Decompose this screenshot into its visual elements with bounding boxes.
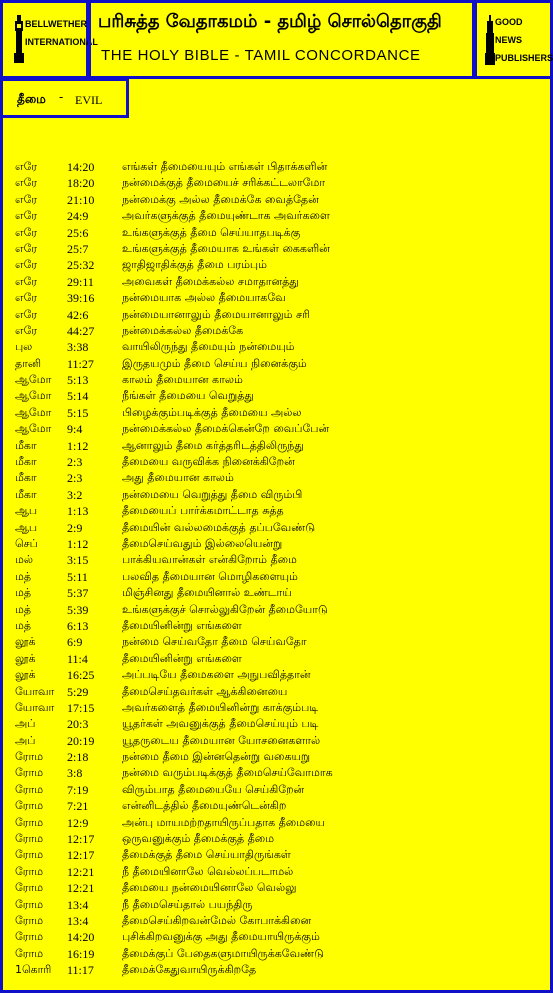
- entry-text: உங்களுக்குத் தீமையாக உங்கள் கைகளின்: [122, 241, 330, 255]
- concordance-row: [15, 340, 545, 356]
- entry-reference: 18:20: [67, 176, 95, 191]
- entry-book: ஆமோ: [15, 373, 52, 387]
- entry-text: உங்களுக்குச் சொல்லுகிறேன் தீமையோடு: [122, 602, 328, 616]
- concordance-row: [15, 603, 545, 619]
- concordance-row: [15, 799, 545, 815]
- entry-reference: 17:15: [67, 700, 95, 715]
- entry-text: காலம் தீமையான காலம்: [122, 373, 243, 387]
- entry-text: ஆனாலும் தீமை கர்த்தரிடத்திலிருந்து: [122, 438, 304, 452]
- entry-text: நன்மைக்குத் தீமையைச் சரிக்கட்டலாமோ: [122, 176, 326, 190]
- entry-book: மீகா: [15, 487, 37, 501]
- entry-book: எரே: [15, 192, 38, 206]
- concordance-row: [15, 865, 545, 881]
- entry-reference: 21:10: [67, 192, 95, 207]
- concordance-row: [15, 848, 545, 864]
- concordance-row: [15, 291, 545, 307]
- entry-book: ரோம: [15, 913, 44, 927]
- concordance-row: [15, 324, 545, 340]
- headword-tamil: தீமை: [17, 92, 46, 106]
- concordance-row: [15, 668, 545, 684]
- entry-book: செப்: [15, 536, 38, 550]
- concordance-row: [15, 783, 545, 799]
- entry-reference: 12:9: [67, 815, 89, 830]
- entry-reference: 11:17: [67, 963, 94, 978]
- concordance-row: [15, 258, 545, 274]
- entry-book: ரோம: [15, 930, 44, 944]
- entry-text: நீ தீமையினாலே வெல்லப்படாமல்: [122, 864, 294, 878]
- logo-line-1: BELLWETHER: [25, 19, 87, 29]
- entry-book: ரோம: [15, 766, 44, 780]
- concordance-row: [15, 308, 545, 324]
- entry-book: ரோம: [15, 881, 44, 895]
- entry-reference: 3:38: [67, 340, 89, 355]
- entry-reference: 5:39: [67, 602, 89, 617]
- concordance-list: [15, 160, 545, 980]
- entry-book: ரோம: [15, 815, 44, 829]
- concordance-row: [15, 160, 545, 176]
- concordance-row: [15, 635, 545, 651]
- entry-text: புசிக்கிறவனுக்கு அது தீமையாயிருக்கும்: [122, 930, 320, 944]
- entry-text: நன்மையானாலும் தீமையானாலும் சரி: [122, 307, 310, 321]
- entry-text: யூதர்கள் அவனுக்குத் தீமைசெய்யும் படி: [122, 717, 319, 731]
- entry-book: மத்: [15, 569, 32, 583]
- entry-book: ஆமோ: [15, 405, 52, 419]
- entry-book: ரோம: [15, 750, 44, 764]
- entry-reference: 5:14: [67, 389, 89, 404]
- entry-text: தீமைசெய்வதும் இல்லையென்று: [122, 536, 283, 550]
- entry-text: நன்மைக்கு அல்ல தீமைக்கே வைத்தேன்: [122, 192, 319, 206]
- entry-text: தீமையினின்று எங்களை: [122, 618, 242, 632]
- entry-reference: 25:7: [67, 241, 89, 256]
- entry-book: லூக்: [15, 668, 36, 682]
- concordance-row: [15, 717, 545, 733]
- entry-book: லூக்: [15, 651, 36, 665]
- entry-text: தீமைசெய்கிறவன்மேல் கோபாக்கினை: [122, 913, 312, 927]
- logo-line-2: PUBLISHERS: [495, 53, 553, 63]
- entry-text: நன்மை வரும்படிக்குத் தீமைசெய்வோமாக: [122, 766, 333, 780]
- entry-text: தீமையினின்று எங்களை: [122, 651, 242, 665]
- entry-reference: 12:21: [67, 864, 95, 879]
- concordance-row: [15, 734, 545, 750]
- entry-reference: 5:15: [67, 405, 89, 420]
- entry-book: ஆப: [15, 504, 38, 518]
- entry-book: எரே: [15, 176, 38, 190]
- entry-reference: 2:3: [67, 455, 83, 470]
- concordance-row: [15, 619, 545, 635]
- entry-text: நீங்கள் தீமையை வெறுத்து: [122, 389, 254, 403]
- concordance-row: [15, 373, 545, 389]
- entry-text: தீமைக்குப் பேதைகளுமாயிருக்கவேண்டு: [122, 946, 324, 960]
- entry-text: பலவித தீமையான மொழிகளையும்: [122, 569, 298, 583]
- entry-reference: 39:16: [67, 291, 95, 306]
- concordance-row: [15, 176, 545, 192]
- entry-book: மீகா: [15, 438, 37, 452]
- entry-book: ரோம: [15, 799, 44, 813]
- concordance-row: [15, 193, 545, 209]
- entry-text: அன்பு மாயமற்றதாயிருப்பதாக தீமையை: [122, 815, 325, 829]
- entry-reference: 1:13: [67, 504, 89, 519]
- logo-line-2: INTERNATIONAL: [25, 37, 98, 47]
- entry-text: நீ தீமைசெய்தால் பயந்திரு: [122, 897, 253, 911]
- entry-book: எரே: [15, 160, 38, 173]
- entry-reference: 20:19: [67, 733, 95, 748]
- entry-book: யோவா: [15, 684, 55, 698]
- entry-reference: 11:27: [67, 356, 94, 371]
- entry-text: அவைகள் தீமைக்கல்ல சமாதானத்து: [122, 274, 299, 288]
- entry-reference: 3:2: [67, 487, 83, 502]
- entry-reference: 7:21: [67, 799, 89, 814]
- entry-reference: 16:19: [67, 946, 95, 961]
- tower-icon: [485, 15, 495, 65]
- concordance-row: [15, 832, 545, 848]
- concordance-row: [15, 652, 545, 668]
- entry-text: தீமைசெய்தவர்கள் ஆக்கினையை: [122, 684, 288, 698]
- entry-reference: 42:6: [67, 307, 89, 322]
- entry-reference: 16:25: [67, 668, 95, 683]
- entry-book: எரே: [15, 291, 38, 305]
- entry-reference: 24:9: [67, 209, 89, 224]
- title-english: THE HOLY BIBLE - TAMIL CONCORDANCE: [101, 47, 421, 64]
- entry-reference: 7:19: [67, 782, 89, 797]
- entry-reference: 11:4: [67, 651, 88, 666]
- concordance-row: [15, 750, 545, 766]
- concordance-row: [15, 471, 545, 487]
- entry-reference: 3:15: [67, 553, 89, 568]
- concordance-row: [15, 226, 545, 242]
- concordance-row: [15, 553, 545, 569]
- entry-reference: 1:12: [67, 438, 89, 453]
- headword-english: EVIL: [75, 93, 103, 107]
- entry-book: மீகா: [15, 471, 37, 485]
- entry-reference: 25:6: [67, 225, 89, 240]
- concordance-row: [15, 963, 545, 979]
- concordance-row: [15, 881, 545, 897]
- entry-reference: 25:32: [67, 258, 95, 273]
- entry-text: தீமையைப் பார்க்கமாட்டாத சுத்த: [122, 504, 284, 518]
- entry-book: மீகா: [15, 455, 37, 469]
- entry-book: புல: [15, 340, 33, 354]
- entry-text: நன்மையை வெறுத்து தீமை விரும்பி: [122, 487, 303, 501]
- entry-book: எரே: [15, 323, 38, 337]
- entry-reference: 5:13: [67, 373, 89, 388]
- entry-reference: 14:20: [67, 930, 95, 945]
- entry-book: அப்: [15, 733, 36, 747]
- logo-line-1: GOOD NEWS: [495, 17, 523, 45]
- concordance-row: [15, 570, 545, 586]
- entry-text: அவர்களுக்குத் தீமையுண்டாக அவர்களை: [122, 209, 330, 223]
- entry-text: இருதயமும் தீமை செய்ய நினைக்கும்: [122, 356, 307, 370]
- concordance-row: [15, 685, 545, 701]
- concordance-row: [15, 455, 545, 471]
- entry-reference: 2:9: [67, 520, 83, 535]
- entry-reference: 14:20: [67, 160, 95, 174]
- entry-reference: 6:13: [67, 618, 89, 633]
- concordance-row: [15, 422, 545, 438]
- entry-text: தீமையை வருவிக்க நினைக்கிறேன்: [122, 455, 295, 469]
- entry-book: மல்: [15, 553, 33, 567]
- entry-book: மத்: [15, 618, 32, 632]
- entry-reference: 6:9: [67, 635, 83, 650]
- headword-box: [0, 78, 129, 118]
- entry-text: தீமைக்கேதுவாயிருக்கிறதே: [122, 963, 257, 977]
- entry-book: மத்: [15, 602, 32, 616]
- good-news-logo: [474, 0, 553, 79]
- entry-book: ரோம: [15, 848, 44, 862]
- entry-reference: 13:4: [67, 897, 89, 912]
- concordance-row: [15, 586, 545, 602]
- entry-reference: 5:37: [67, 586, 89, 601]
- entry-book: மத்: [15, 586, 32, 600]
- entry-text: ஒருவனுக்கும் தீமைக்குத் தீமை: [122, 832, 275, 846]
- entry-book: லூக்: [15, 635, 36, 649]
- concordance-row: [15, 389, 545, 405]
- entry-book: எரே: [15, 209, 38, 223]
- entry-text: அது தீமையான காலம்: [122, 471, 234, 485]
- entry-book: யோவா: [15, 700, 55, 714]
- entry-text: வாயிலிருந்து தீமையும் நன்மையும்: [122, 340, 295, 354]
- concordance-row: [15, 242, 545, 258]
- entry-reference: 2:3: [67, 471, 83, 486]
- entry-text: எங்கள் தீமையையும் எங்கள் பிதாக்களின்: [122, 160, 328, 173]
- concordance-row: [15, 504, 545, 520]
- title-tamil: பரிசுத்த வேதாகமம் - தமிழ் சொல்தொகுதி: [98, 11, 442, 32]
- concordance-row: [15, 209, 545, 225]
- entry-book: எரே: [15, 274, 38, 288]
- entry-reference: 3:8: [67, 766, 83, 781]
- entry-text: மிஞ்சினது தீமையினால் உண்டாய்: [122, 586, 292, 600]
- bellwether-logo: [0, 0, 98, 79]
- concordance-row: [15, 898, 545, 914]
- concordance-row: [15, 406, 545, 422]
- entry-text: உங்களுக்குத் தீமை செய்யாதபடிக்கு: [122, 225, 301, 239]
- title-box: [88, 0, 475, 79]
- entry-book: எரே: [15, 225, 38, 239]
- entry-reference: 20:3: [67, 717, 89, 732]
- entry-book: ஆமோ: [15, 389, 52, 403]
- concordance-row: [15, 701, 545, 717]
- entry-text: தீமைக்குத் தீமை செய்யாதிருங்கள்: [122, 848, 291, 862]
- concordance-row: [15, 930, 545, 946]
- concordance-row: [15, 439, 545, 455]
- entry-reference: 1:12: [67, 536, 89, 551]
- entry-reference: 12:17: [67, 832, 95, 847]
- entry-book: ஆப: [15, 520, 38, 534]
- headword-separator: -: [59, 90, 64, 104]
- entry-text: நன்மைக்கல்ல தீமைக்கே: [122, 323, 244, 337]
- entry-book: 1கொரி: [15, 963, 52, 977]
- entry-reference: 2:18: [67, 750, 89, 765]
- entry-text: நன்மையாக அல்ல தீமையாகவே: [122, 291, 286, 305]
- entry-text: நன்மை தீமை இன்னதென்று வகையறு: [122, 750, 311, 764]
- entry-text: அவர்களைத் தீமையினின்று காக்கும்படி: [122, 700, 319, 714]
- entry-book: அப்: [15, 717, 36, 731]
- entry-text: தீமையை நன்மையினாலே வெல்லு: [122, 881, 297, 895]
- concordance-row: [15, 766, 545, 782]
- concordance-row: [15, 521, 545, 537]
- concordance-row: [15, 914, 545, 930]
- entry-book: ரோம: [15, 782, 44, 796]
- concordance-row: [15, 947, 545, 963]
- entry-text: என்னிடத்தில் தீமையுண்டென்கிற: [122, 799, 287, 813]
- concordance-row: [15, 488, 545, 504]
- concordance-row: [15, 357, 545, 373]
- entry-reference: 29:11: [67, 274, 94, 289]
- entry-book: எரே: [15, 241, 38, 255]
- entry-reference: 5:11: [67, 569, 88, 584]
- entry-book: ரோம: [15, 897, 44, 911]
- bell-tower-icon: [14, 15, 24, 63]
- entry-book: எரே: [15, 307, 38, 321]
- entry-book: ரோம: [15, 946, 44, 960]
- entry-reference: 44:27: [67, 323, 95, 338]
- entry-book: ஆமோ: [15, 422, 52, 436]
- entry-reference: 5:29: [67, 684, 89, 699]
- entry-text: விரும்பாத தீமையையே செய்கிறேன்: [122, 782, 305, 796]
- entry-text: பிழைக்கும்படிக்குத் தீமையை அல்ல: [122, 405, 302, 419]
- entry-text: பாக்கியவான்கள் என்கிறோம் தீமை: [122, 553, 297, 567]
- concordance-row: [15, 537, 545, 553]
- entry-text: அப்படியே தீமைகளை அநுபவித்தான்: [122, 668, 311, 682]
- entry-book: ரோம: [15, 864, 44, 878]
- concordance-row: [15, 816, 545, 832]
- entry-reference: 9:4: [67, 422, 83, 437]
- entry-text: நன்மை செய்வதோ தீமை செய்வதோ: [122, 635, 307, 649]
- entry-reference: 13:4: [67, 913, 89, 928]
- entry-text: நன்மைக்கல்ல தீமைக்கென்றே வைப்பேன்: [122, 422, 330, 436]
- entry-text: தீமையின் வல்லமைக்குத் தப்பவேண்டு: [122, 520, 316, 534]
- entry-book: எரே: [15, 258, 38, 272]
- entry-book: ரோம: [15, 832, 44, 846]
- entry-reference: 12:17: [67, 848, 95, 863]
- entry-book: தானி: [15, 356, 42, 370]
- entry-text: யூதருடைய தீமையான யோசனைகளால்: [122, 733, 321, 747]
- entry-text: ஜாதிஜாதிக்குத் தீமை பரம்பும்: [122, 258, 267, 272]
- concordance-row: [15, 275, 545, 291]
- entry-reference: 12:21: [67, 881, 95, 896]
